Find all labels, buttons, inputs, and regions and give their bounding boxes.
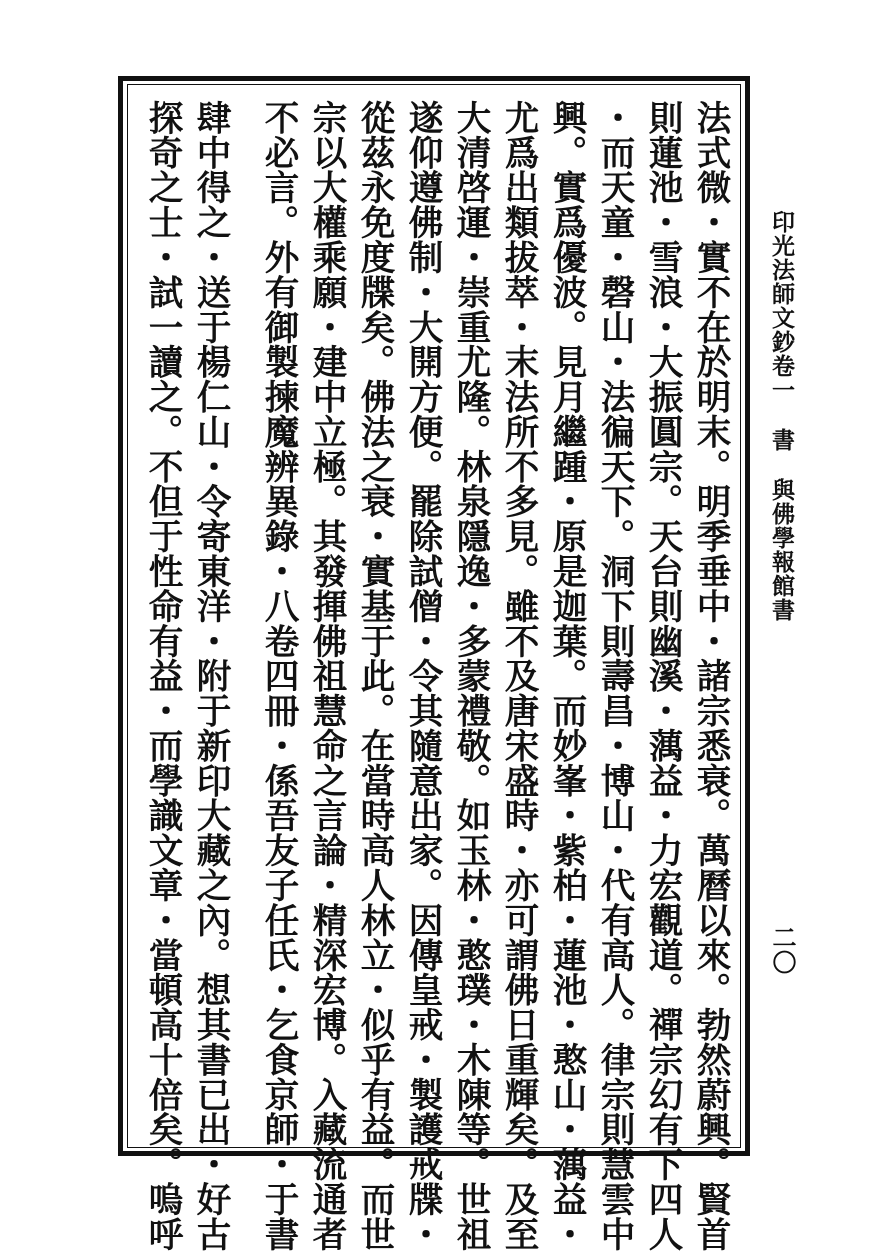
- text-column-6: 大清啓運・崇重尤隆。林泉隱逸・多蒙禮敬。如玉林・憨璞・木陳等。世祖: [450, 100, 490, 1251]
- text-column-9: 宗以大權乘願・建中立極。其發揮佛祖慧命之言論・精深宏博。入藏流通者: [306, 100, 346, 1251]
- book-title: 印光法師文鈔卷一: [768, 210, 795, 402]
- text-column-1: 法式微・實不在於明末。明季垂中・諸宗悉衰。萬曆以來。勃然蔚興。賢首: [690, 100, 730, 1251]
- text-column-7: 遂仰遵佛制・大開方便。罷除試僧・令其隨意出家。因傳皇戒・製護戒牒・: [402, 100, 442, 1251]
- text-column-10: 不必言。外有御製揀魔辨異錄・八卷四冊・係吾友子任氏・乞食京師・于書: [258, 100, 298, 1251]
- text-column-4: 興。實爲優波。見月繼踵・原是迦葉。而妙峯・紫柏・蓮池・憨山・蕅益・: [546, 100, 586, 1251]
- running-header: [763, 210, 799, 622]
- text-column-2: 則蓮池・雪浪・大振圓宗。天台則幽溪・蕅益・力宏觀道。禪宗幻有下四人: [642, 100, 682, 1251]
- text-column-5: 尤爲出類拔萃・末法所不多見。雖不及唐宋盛時・亦可謂佛日重輝矣。及至: [498, 100, 538, 1251]
- text-column-12: 探奇之士・試一讀之。不但于性命有益・而學識文章・當頓高十倍矣。嗚呼: [142, 100, 182, 1251]
- text-column-3: ・而天童・磬山・法徧天下。洞下則壽昌・博山・代有高人。律宗則慧雲中: [594, 100, 634, 1251]
- text-column-11: 肆中得之・送于楊仁山・令寄東洋・附于新印大藏之內。想其書已出・好古: [190, 100, 230, 1251]
- letter-title: 與佛學報館書: [768, 478, 795, 622]
- text-column-8: 從茲永免度牒矣。佛法之衰・實基于此。在當時高人林立・似乎有益。而世: [354, 100, 394, 1251]
- page-number: 二〇: [768, 925, 797, 975]
- section-label: 書: [768, 428, 795, 452]
